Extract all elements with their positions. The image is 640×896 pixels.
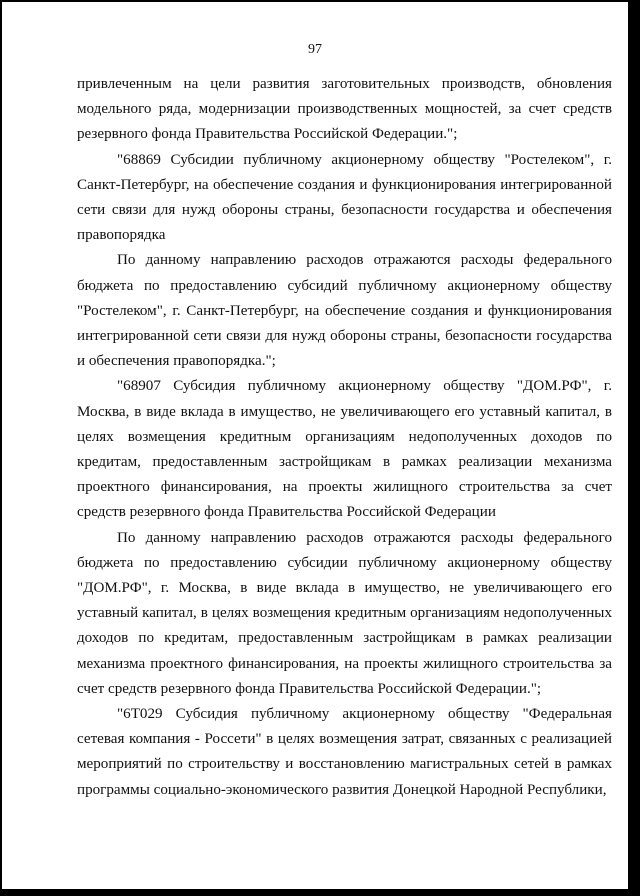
document-body — [77, 72, 612, 803]
document-page — [2, 2, 628, 889]
paragraph-68907-description: По данному направлению расходов отражаются расходы федерального бюджета по предоставлению субсидии публичному акционерному обществу "ДОМ.РФ", г. Москва, в виде вклада в имущество, не увеличивающего его уставный капитал, в целях возмещения кредитным организациям недополученных доходов по кредитам, предоставленным застройщикам в рамках реализации механизма проектного финансирования, на проекты жилищного строительства за счет средств резервного фонда Правительства Российской Федерации."; — [77, 529, 612, 697]
page-number: 97 — [308, 42, 322, 57]
paragraph-68869-description: По данному направлению расходов отражаются расходы федерального бюджета по предоставлению субсидий публичному акционерному обществу "Ростелеком", г. Санкт-Петербург, на обеспечение создания и функционирования интегрированной сети связи для нужд обороны страны, безопасности государства и обеспечения правопорядка."; — [77, 252, 612, 370]
paragraph-68907-heading: "68907 Субсидия публичному акционерному обществу "ДОМ.РФ", г. Москва, в виде вклада в имущество, не увеличивающего его уставный капитал, в целях возмещения кредитным организациям недополученных доходов по кредитам, предоставленным застройщикам в рамках реализации механизма проектного финансирования, на проекты жилищного строительства за счет средств резервного фонда Правительства Российской Федерации — [77, 378, 612, 521]
paragraph-6t029-heading: "6Т029 Субсидия публичному акционерному обществу "Федеральная сетевая компания - Россети" в целях возмещения затрат, связанных с реализацией мероприятий по строительству и восстановлению магистральных сетей в рамках программы социально-экономического развития Донецкой Народной Республики, — [77, 706, 612, 798]
paragraph-continuation: привлеченным на цели развития заготовительных производств, обновления модельного ряда, модернизации производственных мощностей, за счет средств резервного фонда Правительства Российской Федерации."; — [77, 76, 612, 143]
paragraph-68869-heading: "68869 Субсидии публичному акционерному обществу "Ростелеком", г. Санкт-Петербург, на обеспечение создания и функционирования интегрированной сети связи для нужд обороны страны, безопасности государства и обеспечения правопорядка — [77, 151, 612, 244]
